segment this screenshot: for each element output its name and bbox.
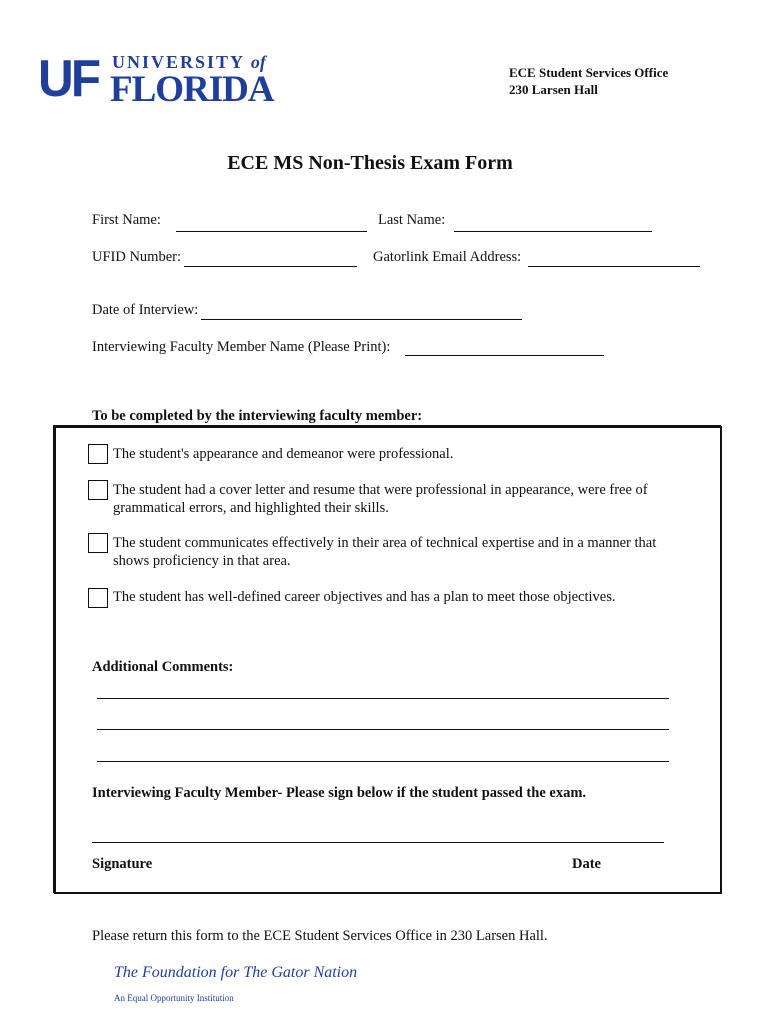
footer-tagline: The Foundation for The Gator Nation bbox=[114, 964, 358, 981]
signature-label: Signature bbox=[92, 856, 153, 872]
checklist-item-1: The student's appearance and demeanor were professional. bbox=[113, 446, 454, 462]
checkbox-career-objectives[interactable] bbox=[88, 588, 108, 608]
comments-line-3[interactable] bbox=[97, 761, 669, 762]
signature-line[interactable] bbox=[92, 842, 664, 843]
last-name-label: Last Name: bbox=[378, 212, 446, 228]
logo-university-text: UNIVERSITY bbox=[112, 52, 245, 72]
comments-label: Additional Comments: bbox=[92, 659, 234, 675]
office-line-2: 230 Larsen Hall bbox=[509, 82, 598, 97]
form-title: ECE MS Non-Thesis Exam Form bbox=[227, 152, 513, 174]
date-interview-label: Date of Interview: bbox=[92, 302, 199, 318]
faculty-name-label: Interviewing Faculty Member Name (Please Print): bbox=[92, 339, 391, 355]
ufid-label: UFID Number: bbox=[92, 249, 182, 265]
footer-equal-opportunity: An Equal Opportunity Institution bbox=[114, 993, 234, 1003]
ufid-field[interactable] bbox=[184, 266, 357, 267]
uf-logo-florida: FLORIDA bbox=[110, 69, 274, 110]
checklist-item-2: The student had a cover letter and resume that were professional in appearance, were free of grammatical errors, and highlighted their skills. bbox=[113, 482, 648, 516]
office-line-1: ECE Student Services Office bbox=[509, 65, 669, 80]
last-name-field[interactable] bbox=[454, 231, 652, 232]
logo-of-text: of bbox=[250, 52, 266, 72]
checklist-item-4: The student has well-defined career objectives and has a plan to meet those objectives. bbox=[113, 589, 616, 605]
checkbox-communicates-effectively[interactable] bbox=[88, 533, 108, 553]
checklist-item-3: The student communicates effectively in their area of technical expertise and in a manner that shows proficiency in that area. bbox=[113, 535, 657, 569]
comments-line-2[interactable] bbox=[97, 729, 669, 730]
uf-logo-mark: UF bbox=[38, 50, 99, 108]
email-field[interactable] bbox=[528, 266, 700, 267]
sign-instruction: Interviewing Faculty Member- Please sign below if the student passed the exam. bbox=[92, 785, 587, 801]
section-heading: To be completed by the interviewing faculty member: bbox=[92, 408, 423, 424]
office-address bbox=[509, 64, 668, 98]
email-label: Gatorlink Email Address: bbox=[373, 249, 522, 265]
date-label: Date bbox=[572, 856, 601, 872]
first-name-field[interactable] bbox=[176, 231, 367, 232]
checkbox-cover-letter-resume[interactable] bbox=[88, 480, 108, 500]
comments-line-1[interactable] bbox=[97, 698, 669, 699]
checkbox-professional-appearance[interactable] bbox=[88, 444, 108, 464]
return-note: Please return this form to the ECE Student Services Office in 230 Larsen Hall. bbox=[92, 928, 548, 944]
faculty-name-field[interactable] bbox=[405, 355, 604, 356]
date-interview-field[interactable] bbox=[201, 319, 522, 320]
first-name-label: First Name: bbox=[92, 212, 161, 228]
